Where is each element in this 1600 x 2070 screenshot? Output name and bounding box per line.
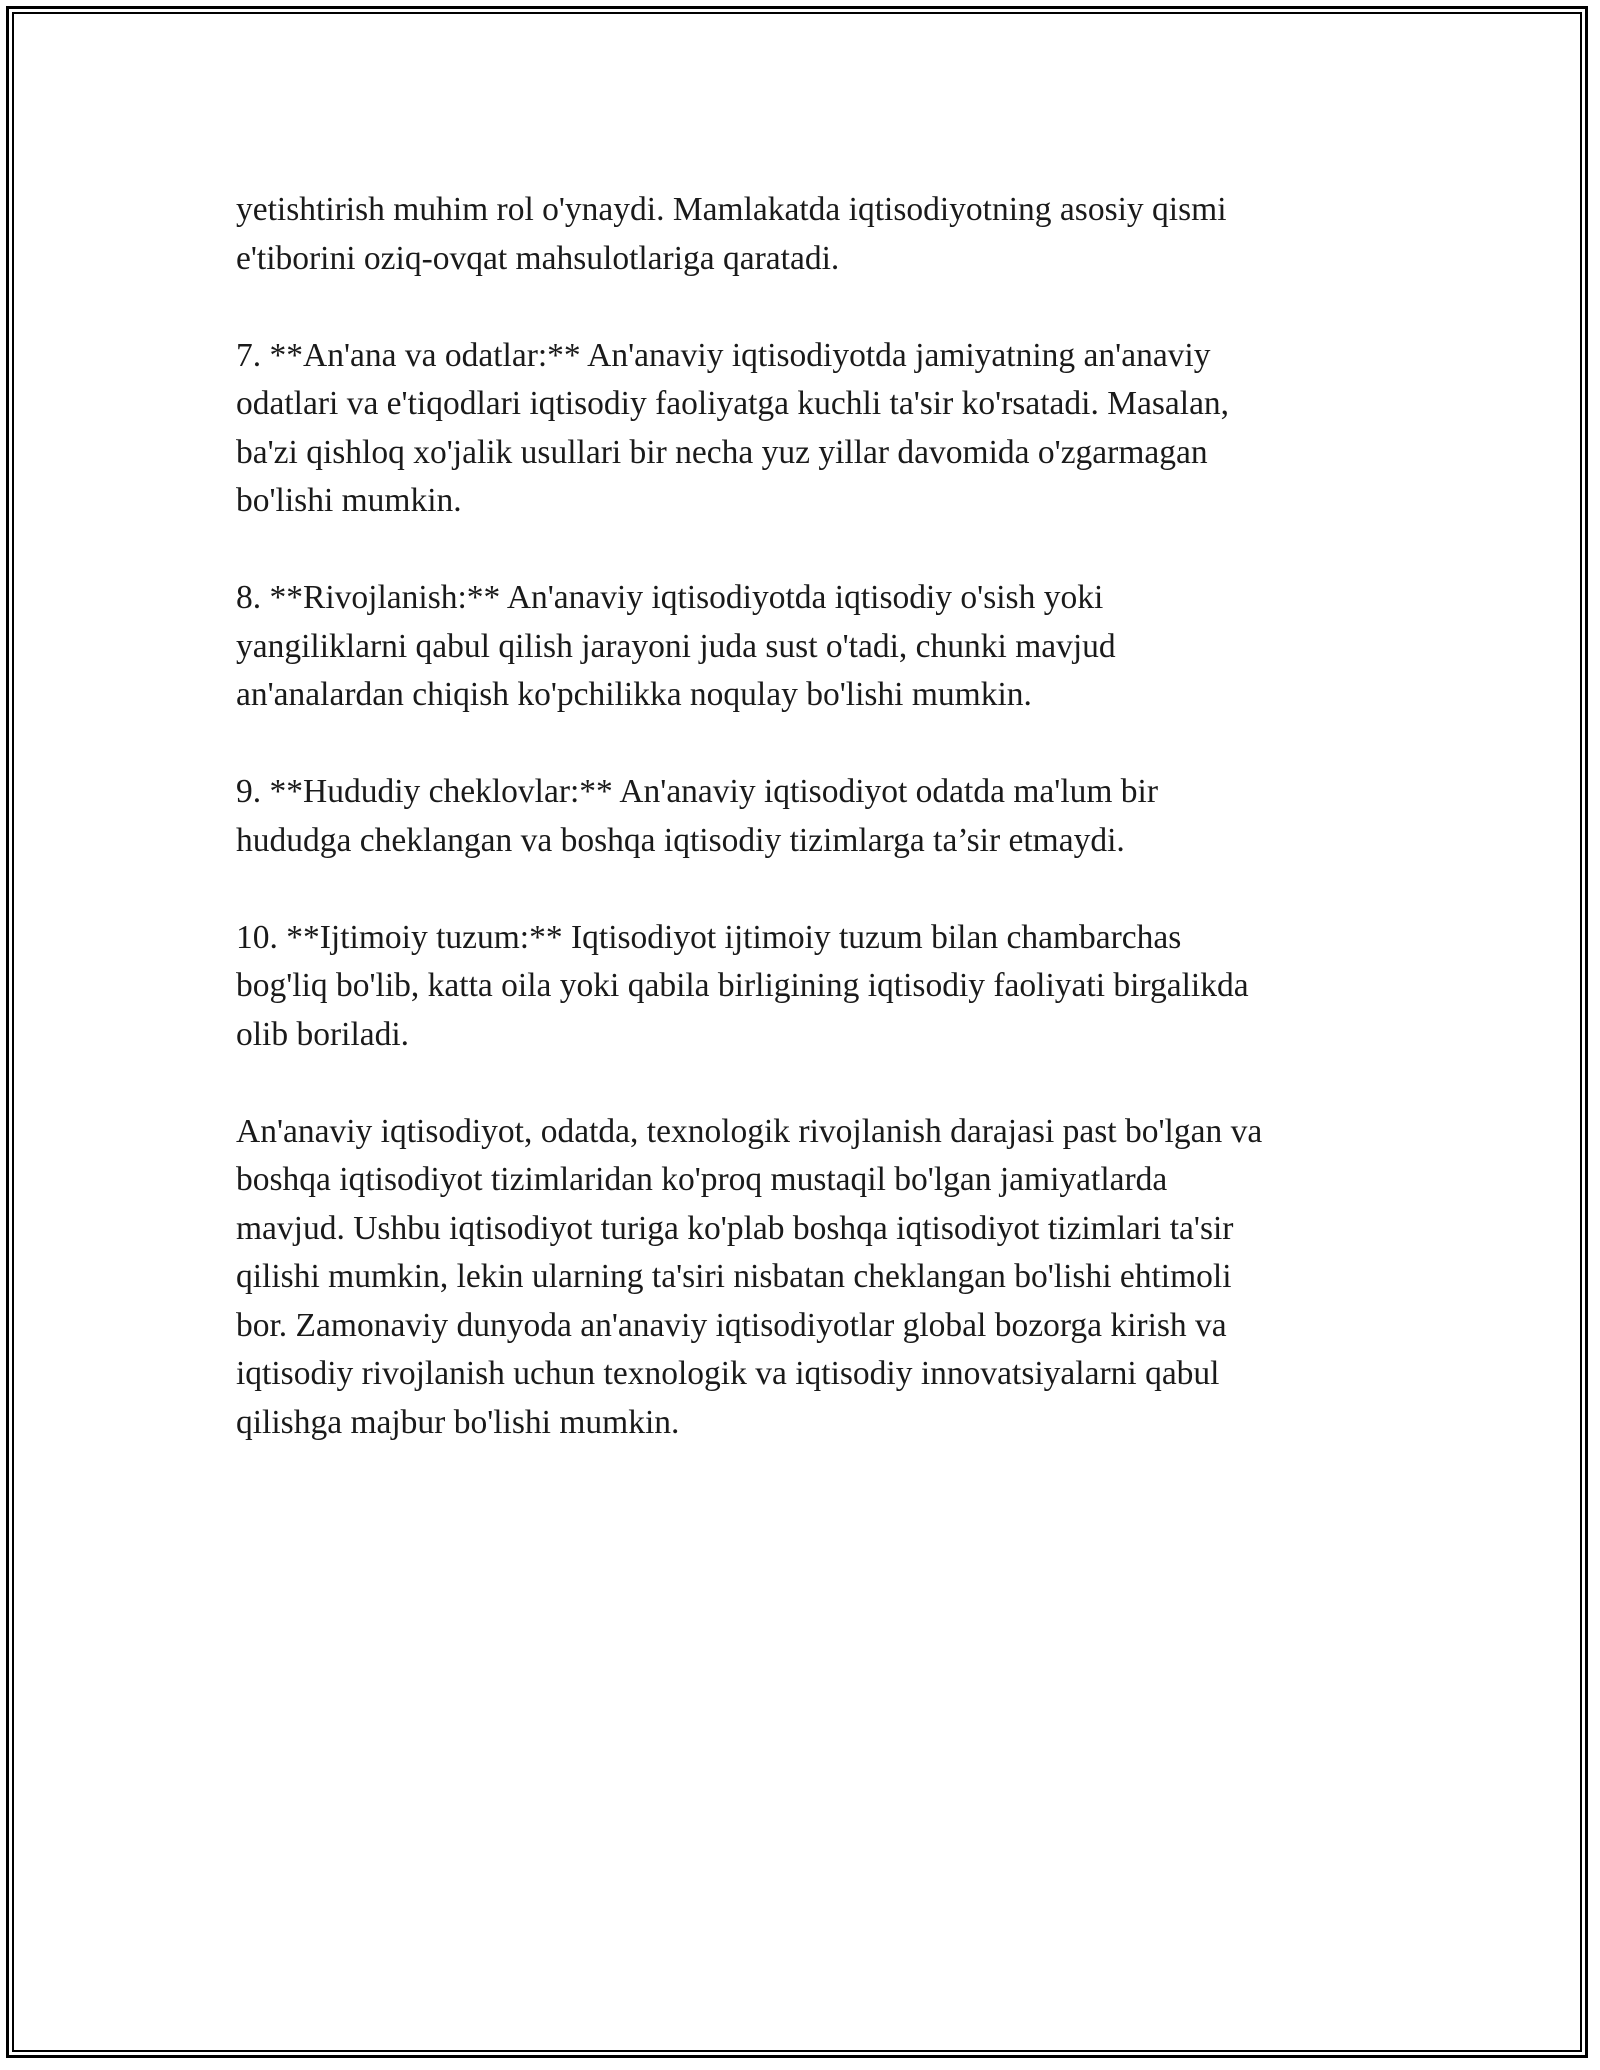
document-body (236, 186, 1396, 1496)
paragraph-conclusion (236, 1108, 1396, 1448)
text-line: bo'lishi mumkin. (236, 482, 462, 519)
text-line: olib boriladi. (236, 1015, 410, 1053)
paragraph-item-9 (236, 768, 1396, 865)
text-line: 10. **Ijtimoiy tuzum:** Iqtisodiyot ijtimoiy tuzum bilan chambarchas (236, 918, 1182, 956)
paragraph-item-7 (236, 332, 1396, 526)
text-line: e'tiborini oziq-ovqat mahsulotlariga qaratadi. (236, 239, 840, 277)
paragraph-item-10 (236, 914, 1396, 1060)
text-line: hududga cheklangan va boshqa iqtisodiy tizimlarga ta’sir etmaydi. (236, 821, 1125, 859)
text-line: 8. **Rivojlanish:** An'anaviy iqtisodiyotda iqtisodiy o'sish yoki (236, 579, 1104, 616)
text-line: odatlari va e'tiqodlari iqtisodiy faoliyatga kuchli ta'sir ko'rsatadi. Masalan, (236, 385, 1230, 422)
text-line: An'anaviy iqtisodiyot, odatda, texnologik rivojlanish darajasi past bo'lgan va (236, 1112, 1263, 1150)
text-line: 9. **Hududiy cheklovlar:** An'anaviy iqtisodiyot odatda ma'lum bir (236, 773, 1159, 810)
text-line: an'analardan chiqish ko'pchilikka noqulay bo'lishi mumkin. (236, 676, 1032, 713)
text-line: mavjud. Ushbu iqtisodiyot turiga ko'plab boshqa iqtisodiyot tizimlari ta'sir (236, 1209, 1234, 1247)
text-line: qilishga majbur bo'lishi mumkin. (236, 1403, 680, 1441)
text-line: yangiliklarni qabul qilish jarayoni juda sust o'tadi, chunki mavjud (236, 627, 1116, 665)
paragraph-item-8 (236, 574, 1396, 720)
text-line: ba'zi qishloq xo'jalik usullari bir necha yuz yillar davomida o'zgarmagan (236, 433, 1208, 471)
text-line: boshqa iqtisodiyot tizimlaridan ko'proq mustaqil bo'lgan jamiyatlarda (236, 1161, 1168, 1198)
text-line: qilishi mumkin, lekin ularning ta'siri nisbatan cheklangan bo'lishi ehtimoli (236, 1258, 1232, 1295)
text-line: iqtisodiy rivojlanish uchun texnologik va iqtisodiy innovatsiyalarni qabul (236, 1355, 1220, 1392)
paragraph-continuation (236, 186, 1396, 283)
text-line: bog'liq bo'lib, katta oila yoki qabila birligining iqtisodiy faoliyati birgalikda (236, 967, 1249, 1004)
text-line: 7. **An'ana va odatlar:** An'anaviy iqtisodiyotda jamiyatning an'anaviy (236, 336, 1211, 374)
text-line: bor. Zamonaviy dunyoda an'anaviy iqtisodiyotlar global bozorga kirish va (236, 1306, 1227, 1344)
text-line: yetishtirish muhim rol o'ynaydi. Mamlakatda iqtisodiyotning asosiy qismi (236, 191, 1227, 228)
